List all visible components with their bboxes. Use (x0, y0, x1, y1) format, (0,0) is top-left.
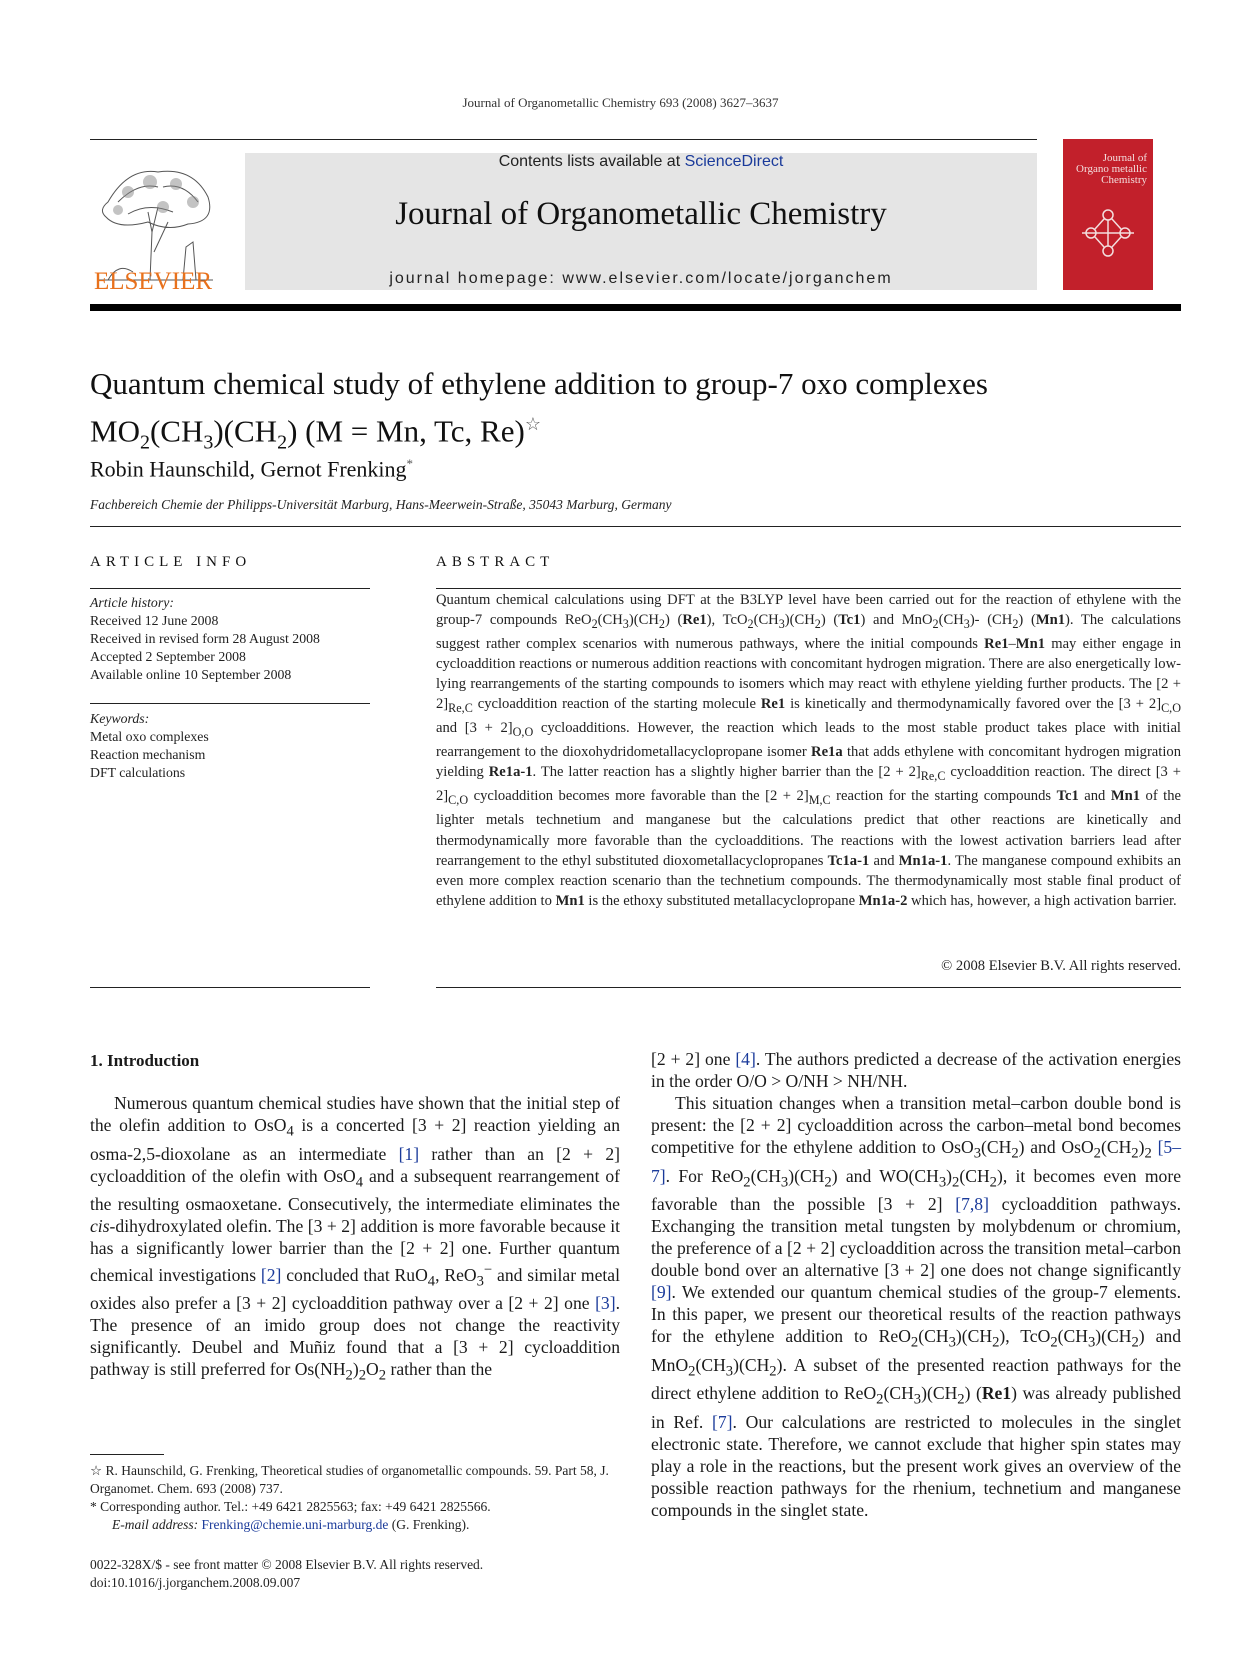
ref-link[interactable]: [5–7] (651, 1137, 1182, 1186)
contents-prefix: Contents lists available at (498, 153, 685, 170)
abstract-rule-bottom (436, 987, 1181, 988)
molecule-icon (1077, 201, 1139, 271)
info-rule-top (90, 588, 370, 589)
ref-link[interactable]: [1] (398, 1143, 420, 1164)
intro-right-column: [2 + 2] one [4]. The authors predicted a decrease of the activation energies in the order O/O > O/NH > NH/NH. This situation changes when a transition metal–carbon double bond is present: the [2 + 2] cycloaddition across the carbon–metal bond becomes competitive for the ethylene addition to $OsO_3(CH_2)$ and $OsO_2(CH_2)_2$ [5–7]. For $ReO_2(CH_3)(CH_2)$ and $WO(CH_3)_2(CH_2)$, it becomes even more favorable than the possible [3 + 2] [7,8] cycloaddition pathways. Exchanging the transition metal tungsten by molybdenum or chromium, the preference of a [2 + 2] cycloaddition across the transition metal–carbon double bond over an alternative [3 + 2] one does not change significantly [9]. We extended our quantum chemical studies of the group-7 elements. In this paper, we present our theoretical results of the reaction pathways for the ethylene addition to $ReO_2(CH_3)(CH_2)$, $TcO_2(CH_3)(CH_2)$ and $MnO_2(CH_3)(CH_2)$. A subset of the presented reaction pathways for the direct ethylene addition to $ReO_2(CH_3)(CH_2)$ (Re1) was already published in Ref. [7]. Our calculations are restricted to molecules in the singlet electronic state. Therefore, we cannot exclude that higher spin states may play a role in the reactions, but the present work gives an overview of the possible reaction pathways for the rhenium, technetium and manganese compounds in the singlet state. (651, 1049, 1182, 1520)
journal-cover-image (1063, 139, 1153, 290)
ref-link[interactable]: [2] (260, 1264, 282, 1285)
issn-line: 0022-328X/$ - see front matter © 2008 Elsevier B.V. All rights reserved. (90, 1557, 484, 1572)
header-thick-rule (90, 304, 1181, 311)
article-info-heading: ARTICLE INFO (90, 554, 252, 570)
footnotes (90, 1462, 620, 1534)
article-history: Article history: Received 12 June 2008 Received in revised form 28 August 2008 Accepted 2 September 2008 Available online 10 September 2008 (90, 594, 370, 684)
contents-line (245, 153, 1037, 171)
abstract-heading: ABSTRACT (436, 554, 555, 570)
ref-link[interactable]: [7,8] (955, 1194, 989, 1215)
title-line-1: Quantum chemical study of ethylene addition to group-7 oxo complexes (90, 366, 988, 401)
abstract-text: Quantum chemical calculations using DFT at the B3LYP level have been carried out for the reaction of ethylene with the group-7 compounds $ReO_2(CH_3)(CH_2)$ (Re1), $TcO_2(CH_3)(CH_2)$ (Tc1) and $MnO_2(CH_3)-$ $(CH_2)$ (Mn1). The calculations suggest rather complex scenarios with numerous pathways, where the initial compounds Re1–Mn1 may either engage in cycloaddition reactions or numerous addition reactions with concomitant hydrogen migration. There are also energetically low-lying rearrangements of the starting compounds to isomers which may react with ethylene yielding further products. The $[2 + 2]_{Re,C}$ cycloaddition reaction of the starting molecule Re1 is kinetically and thermodynamically favored over the $[3 + 2]_{C,O}$ and $[3 + 2]_{O,O}$ cycloadditions. However, the reaction which leads to the most stable product takes place with initial rearrangement to the dioxohydridometallacyclopropane isomer Re1a that adds ethylene with concomitant hydrogen migration yielding Re1a-1. The latter reaction has a slightly higher barrier than the $[2 + 2]_{Re,C}$ cycloaddition reaction. The direct $[3 + 2]_{C,O}$ cycloaddition becomes more favorable than the $[2 + 2]_{M,C}$ reaction for the starting compounds Tc1 and Mn1 of the lighter metals technetium and manganese but the calculations predict that other reactions are kinetically and thermodynamically more favorable than the cycloadditions. The reactions with the lowest activation barriers lead after rearrangement to the ethyl substituted dioxometallacyclopropanes Tc1a-1 and Mn1a-1. The manganese compound exhibits an even more complex reaction scenario than the technetium compounds. The thermodynamically most stable final product of ethylene addition to Mn1 is the ethoxy substituted metallacyclopropane Mn1a-2 which has, however, a high activation barrier. (436, 592, 1182, 909)
footnote-email: E-mail address: Frenking@chemie.uni-marburg.de (G. Frenking). (112, 1517, 470, 1532)
title-line-2: $MO_2(CH_3)(CH_2) (M = Mn$, Tc, Re)☆ (90, 413, 541, 454)
info-rule-mid (90, 703, 370, 704)
abstract-copyright: © 2008 Elsevier B.V. All rights reserved. (941, 958, 1181, 974)
journal-citation: Journal of Organometallic Chemistry 693 (2008) 3627–3637 (462, 95, 779, 110)
history-item: Received in revised form 28 August 2008 (90, 631, 320, 646)
info-rule-bottom (90, 987, 370, 988)
history-item: Accepted 2 September 2008 (90, 649, 246, 664)
journal-name: Journal of Organometallic Chemistry (395, 196, 887, 232)
history-item: Available online 10 September 2008 (90, 667, 292, 682)
introduction-heading: 1. Introduction (90, 1051, 200, 1070)
title-footnote-mark[interactable]: ☆ (524, 414, 541, 434)
cover-title: Journal of Organo metallic Chemistry (1076, 152, 1147, 186)
keyword-item: DFT calculations (90, 765, 186, 780)
keyword-item: Reaction mechanism (90, 747, 206, 762)
ref-link[interactable]: [3] (595, 1293, 616, 1314)
intro-left-column: Numerous quantum chemical studies have shown that the initial step of the olefin addition to OsO$_4$ is a concerted [3 + 2] reaction yielding an osma-2,5-dioxolane as an intermediate [1] rather than an [2 + 2] cycloaddition of the olefin with OsO$_4$ and a subsequent rearrangement of the resulting osmaoxetane. Consecutively, the intermediate eliminates the cis-dihydroxylated olefin. The [3 + 2] addition is more favorable because it has a significantly lower barrier than the [2 + 2] one. Further quantum chemical investigations [2] concluded that RuO$_4$, ReO$_3$− and similar metal oxides also prefer a [3 + 2] cycloaddition pathway over a [2 + 2] one [3]. The presence of an imido group does not change the reactivity significantly. Deubel and Muñiz found that a [3 + 2] cycloaddition pathway is still preferred for $Os(NH_2)_2O_2$ rather than the (90, 1093, 620, 1384)
email-link[interactable]: Frenking@chemie.uni-marburg.de (201, 1517, 389, 1532)
abstract-rule-top (436, 588, 1181, 589)
keyword-item: Metal oxo complexes (90, 729, 209, 744)
history-item: Received 12 June 2008 (90, 613, 219, 628)
front-matter-info (90, 1556, 483, 1592)
footnote-1: ☆ R. Haunschild, G. Frenking, Theoretical studies of organometallic compounds. 59. Part 58, J. Organomet. Chem. 693 (2008) 737. (90, 1463, 609, 1496)
doi-line[interactable]: doi:10.1016/j.jorganchem.2008.09.007 (90, 1575, 301, 1590)
ref-link[interactable]: [7] (711, 1411, 733, 1432)
footnote-rule (90, 1454, 164, 1455)
author-list: Robin Haunschild, Gernot Frenking* (90, 456, 414, 482)
elsevier-wordmark: ELSEVIER (93, 268, 213, 295)
ref-link[interactable]: [4] (735, 1049, 756, 1069)
header-rule (90, 139, 1037, 140)
footnote-2: * Corresponding author. Tel.: +49 6421 2825563; fax: +49 6421 2825566. (90, 1499, 491, 1514)
keywords: Keywords: Metal oxo complexes Reaction mechanism DFT calculations (90, 710, 370, 782)
sciencedirect-link[interactable]: ScienceDirect (684, 153, 784, 170)
article-title (90, 364, 1181, 463)
corresponding-author-mark[interactable]: * (406, 456, 414, 471)
affiliation: Fachbereich Chemie der Philipps-Universität Marburg, Hans-Meerwein-Straße, 35043 Marburg, Germany (90, 497, 672, 512)
affiliation-rule (90, 526, 1181, 527)
journal-homepage[interactable]: journal homepage: www.elsevier.com/locate/jorganchem (389, 270, 893, 287)
ref-link[interactable]: [9] (651, 1282, 672, 1303)
